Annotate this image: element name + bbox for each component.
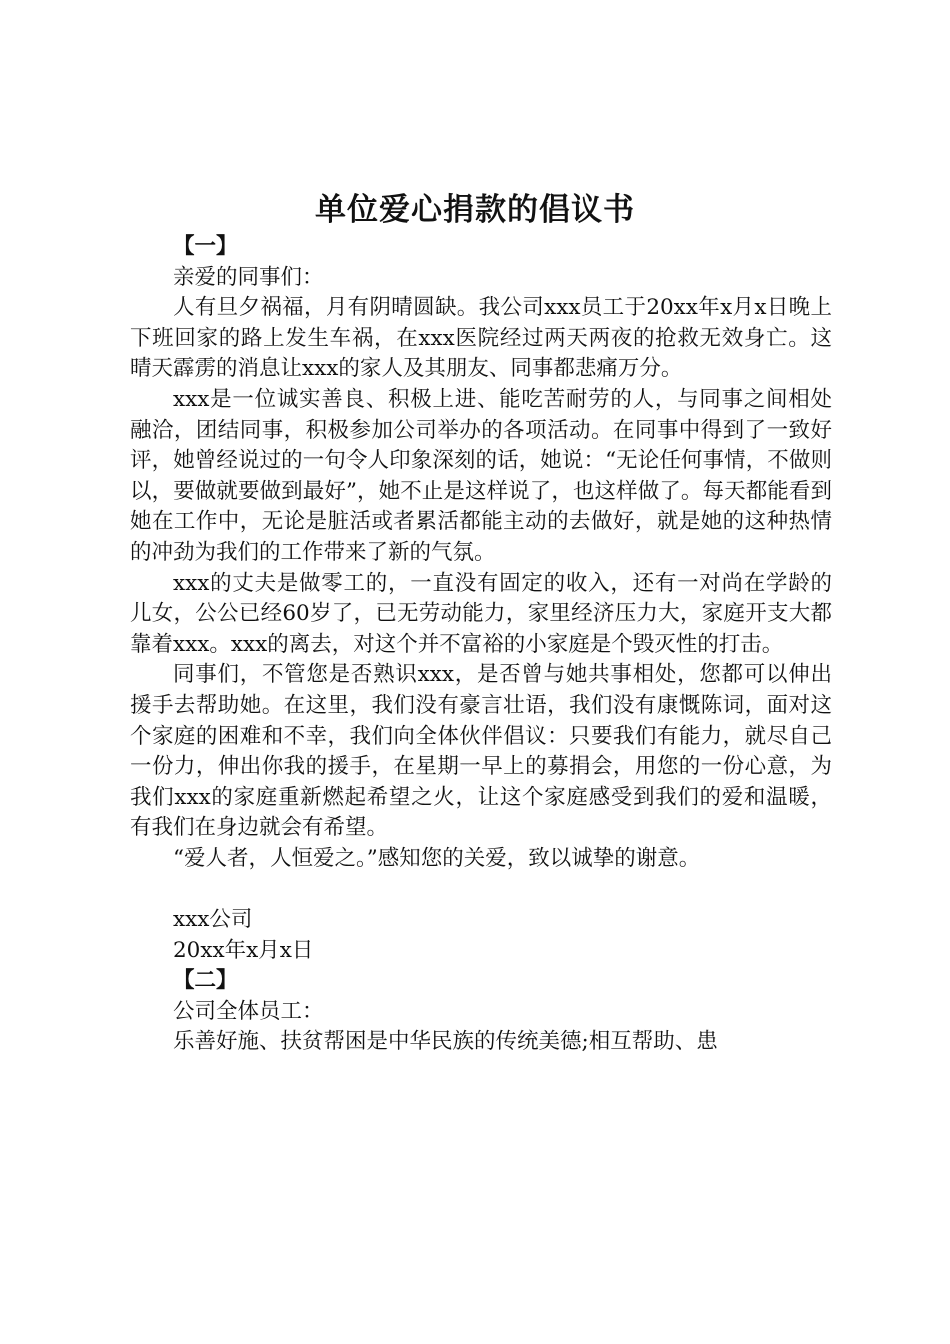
blank-line — [130, 874, 832, 905]
document-title: 单位爱心捐款的倡议书 — [315, 192, 635, 228]
paragraph: 乐善好施、扶贫帮困是中华民族的传统美德;相互帮助、患 — [173, 1029, 718, 1055]
salutation-1: 亲爱的同事们： — [173, 264, 324, 290]
paragraph: xxx是一位诚实善良、积极上进、能吃苦耐劳的人，与同事之间相处融洽，团结同事，积极参加公司举办的各项活动。在同事中得到了一致好评，她曾经说过的一句令人印象深刻的话，她说：“无论任何事情，不做则以，要做就要做到最好”，她不止是这样说了，也这样做了。每天都能看到她在工作中，无论是脏活或者累活都能主动的去做好，就是她的这种热情的冲劲为我们的工作带来了新的气氛。 — [130, 386, 832, 565]
document-body — [130, 232, 832, 1058]
salutation-2: 公司全体员工： — [173, 998, 324, 1024]
paragraph: 人有旦夕祸福，月有阴晴圆缺。我公司xxx员工于20xx年x月x日晚上下班回家的路上发生车祸，在xxx医院经过两天两夜的抢救无效身亡。这晴天霹雳的消息让xxx的家人及其朋友、同事都悲痛万分。 — [130, 295, 832, 382]
section-marker-1: 【一】 — [173, 234, 238, 259]
signature-company: xxx公司 — [173, 907, 253, 933]
paragraph: xxx的丈夫是做零工的，一直没有固定的收入，还有一对尚在学龄的儿女，公公已经60岁了，已无劳动能力，家里经济压力大，家庭开支大都靠着xxx。xxx的离去，对这个并不富裕的小家庭是个毁灭性的打击。 — [130, 570, 832, 657]
paragraph: “爱人者，人恒爱之。”感知您的关爱，致以诚挚的谢意。 — [173, 845, 701, 871]
paragraph: 同事们，不管您是否熟识xxx，是否曾与她共事相处，您都可以伸出援手去帮助她。在这里，我们没有豪言壮语，我们没有康慨陈词，面对这个家庭的困难和不幸，我们向全体伙伴倡议：只要我们有能力，就尽自己一份力，伸出你我的援手，在星期一早上的募捐会，用您的一份心意，为我们xxx的家庭重新燃起希望之火，让这个家庭感受到我们的爱和温暖，有我们在身边就会有希望。 — [130, 662, 832, 841]
section-marker-2: 【二】 — [173, 968, 238, 994]
signature-date: 20xx年x月x日 — [173, 937, 314, 963]
